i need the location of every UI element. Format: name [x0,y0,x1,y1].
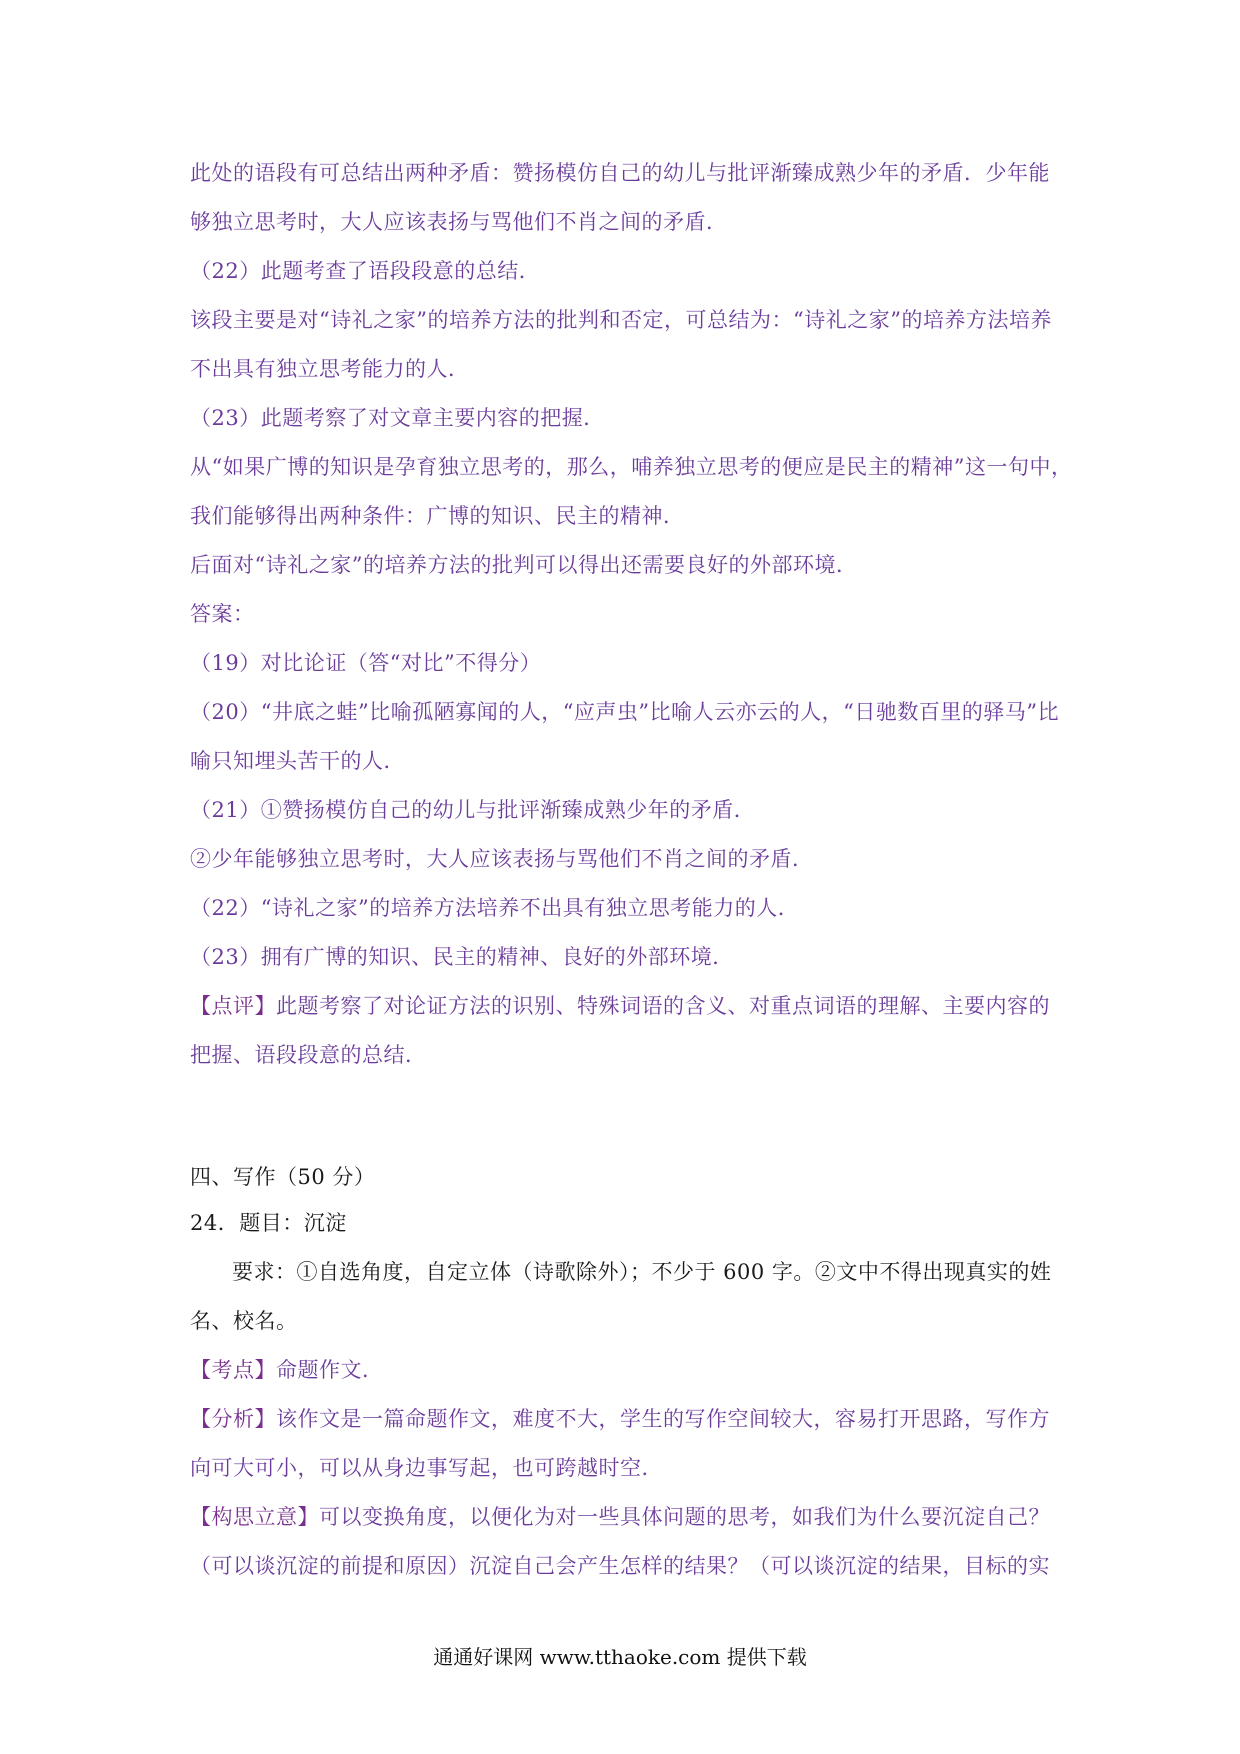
analysis-line-2: 够独立思考时，大人应该表扬与骂他们不肖之间的矛盾． [190,210,728,234]
answer-21-line-1: （21）①赞扬模仿自己的幼儿与批评渐臻成熟少年的矛盾． [190,798,756,822]
comment-line-1 [190,991,1070,1021]
analysis-line-4: 该段主要是对“诗礼之家”的培养方法的批判和否定，可总结为：“诗礼之家”的培养方法培养 [190,308,1052,332]
writing-question-24: 24．题目：沉淀 [190,1211,347,1235]
analysis-line-1: 此处的语段有可总结出两种矛盾：赞扬模仿自己的幼儿与批评渐臻成熟少年的矛盾．少年能 [190,161,1050,185]
kaodian-line [190,1355,1070,1385]
analysis-line-3: （22）此题考查了语段段意的总结． [190,259,541,283]
answer-20-line-2: 喻只知埋头苦干的人． [190,749,405,773]
kaodian-text: 命题作文． [276,1358,384,1382]
answer-22: （22）“诗礼之家”的培养方法培养不出具有独立思考能力的人． [190,896,800,920]
answers-label: 答案： [190,602,255,626]
fenxi-tag: 【分析】 [190,1407,276,1431]
comment-text-1: 此题考察了对论证方法的识别、特殊词语的含义、对重点词语的理解、主要内容的 [276,994,1050,1018]
writing-requirements-line-1: 要求：①自选角度，自定立体（诗歌除外）；不少于 600 字。②文中不得出现真实的姓 [232,1260,1052,1284]
gousi-text-1: 可以变换角度，以便化为对一些具体问题的思考，如我们为什么要沉淀自己？ [319,1505,1050,1529]
analysis-line-7: 从“如果广博的知识是孕育独立思考的，那么，哺养独立思考的便应是民主的精神”这一句中， [190,455,1073,479]
analysis-line-9: 后面对“诗礼之家”的培养方法的批判可以得出还需要良好的外部环境． [190,553,858,577]
answer-20-line-1: （20）“井底之蛙”比喻孤陋寡闻的人，“应声虫”比喻人云亦云的人，“日驰数百里的驿马”比 [190,700,1060,724]
writing-section-heading: 四、写作（50 分） [190,1165,376,1189]
comment-tag: 【点评】 [190,994,276,1018]
writing-requirements-line-2: 名、校名。 [190,1309,298,1333]
gousi-tag: 【构思立意】 [190,1505,319,1529]
comment-line-2: 把握、语段段意的总结． [190,1043,427,1067]
gousi-line-1 [190,1502,1070,1532]
fenxi-line-2: 向可大可小，可以从身边事写起，也可跨越时空． [190,1456,663,1480]
analysis-line-5: 不出具有独立思考能力的人． [190,357,470,381]
answer-23: （23）拥有广博的知识、民主的精神、良好的外部环境． [190,945,734,969]
kaodian-tag: 【考点】 [190,1358,276,1382]
gousi-line-2: （可以谈沉淀的前提和原因）沉淀自己会产生怎样的结果？（可以谈沉淀的结果，目标的实 [190,1554,1050,1578]
page-footer: 通通好课网 www.tthaoke.com 提供下载 [433,1645,807,1669]
analysis-line-8: 我们能够得出两种条件：广博的知识、民主的精神． [190,504,685,528]
answer-21-line-2: ②少年能够独立思考时，大人应该表扬与骂他们不肖之间的矛盾． [190,847,814,871]
fenxi-text-1: 该作文是一篇命题作文，难度不大，学生的写作空间较大，容易打开思路，写作方 [276,1407,1050,1431]
answer-19: （19）对比论证（答“对比”不得分） [190,651,542,675]
analysis-line-6: （23）此题考察了对文章主要内容的把握． [190,406,605,430]
fenxi-line-1 [190,1404,1070,1434]
